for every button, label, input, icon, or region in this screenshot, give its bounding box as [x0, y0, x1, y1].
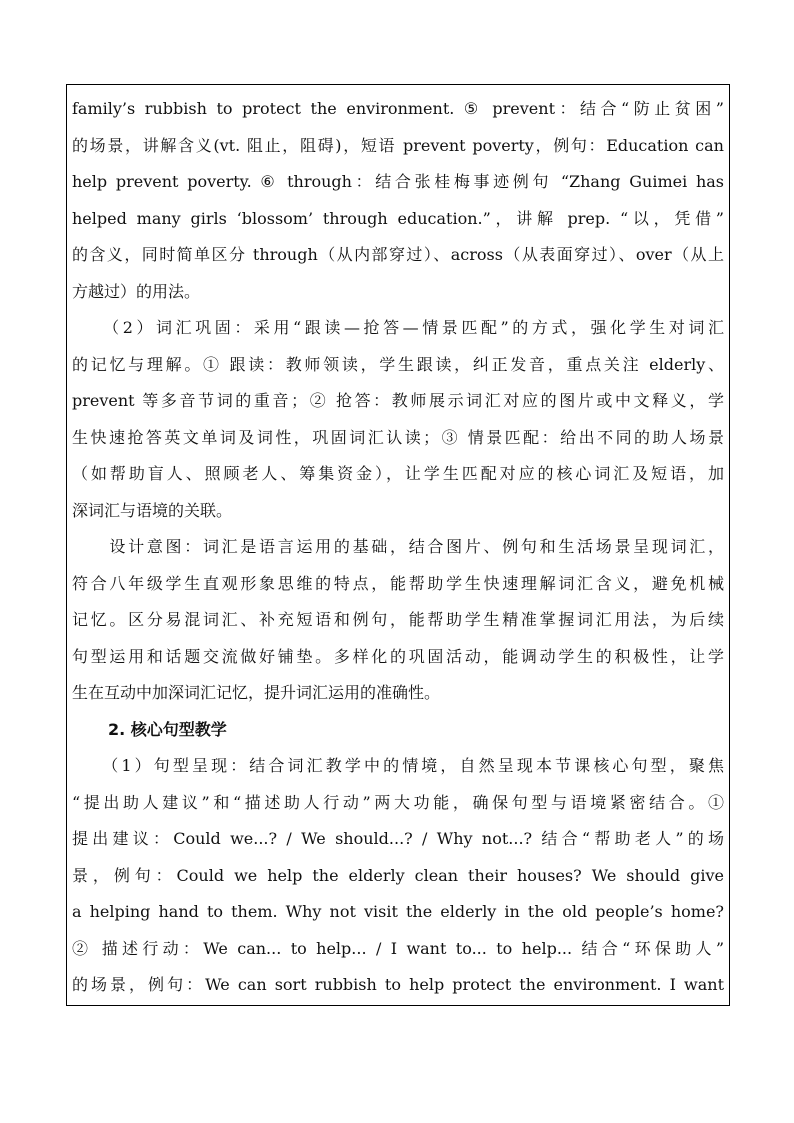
text-line: 生在互动中加深词汇记忆，提升词汇运用的准确性。 — [72, 683, 441, 702]
text-line: helped many girls ‘blossom’ through education.”，讲解 prep. “以，凭借” — [72, 208, 724, 228]
section-heading: 2. 核心句型教学 — [108, 719, 227, 739]
text-line: 的含义，同时简单区分 through（从内部穿过）、across（从表面穿过）、over（从上 — [72, 245, 724, 264]
text-line: help prevent poverty. ⑥ through：结合张桂梅事迹例句 “Zhang Guimei has — [72, 172, 724, 191]
text-line: 的场景，例句：We can sort rubbish to help protect the environment. I want — [72, 975, 724, 994]
text-line: “提出助人建议”和“描述助人行动”两大功能，确保句型与语境紧密结合。① — [72, 792, 724, 812]
text-line: 句型运用和话题交流做好铺垫。多样化的巩固活动，能调动学生的积极性，让学 — [72, 646, 724, 666]
text-line: 设计意图：词汇是语言运用的基础，结合图片、例句和生活场景呈现词汇， — [72, 537, 724, 556]
text-line: 提出建议：Could we...? / We should...? / Why not...? 结合“帮助老人”的场 — [72, 829, 724, 848]
text-line: 深词汇与语境的关联。 — [72, 500, 233, 520]
text-line: prevent 等多音节词的重音；② 抢答：教师展示词汇对应的图片或中文释义，学 — [72, 391, 724, 410]
text-line: 生快速抢答英文单词及词性，巩固词汇认读；③ 情景匹配：给出不同的助人场景 — [72, 427, 724, 447]
lesson-plan-text — [72, 91, 724, 1004]
text-line: ② 描述行动：We can... to help... / I want to... to help... 结合“环保助人” — [72, 938, 724, 958]
text-line: 符合八年级学生直观形象思维的特点，能帮助学生快速理解词汇含义，避免机械 — [72, 573, 724, 593]
text-line: 景，例句：Could we help the elderly clean their houses? We should give — [72, 865, 724, 885]
text-line: family’s rubbish to protect the environment. ⑤ prevent：结合“防止贫困” — [72, 99, 724, 118]
text-line: （如帮助盲人、照顾老人、筹集资金），让学生匹配对应的核心词汇及短语，加 — [72, 464, 724, 483]
text-line: 的记忆与理解。① 跟读：教师领读，学生跟读，纠正发音，重点关注 elderly、 — [72, 354, 724, 374]
text-line: 记忆。区分易混词汇、补充短语和例句，能帮助学生精准掌握词汇用法，为后续 — [72, 610, 724, 629]
text-line: 方越过）的用法。 — [72, 281, 201, 301]
text-line: a helping hand to them. Why not visit the elderly in the old people’s home? — [72, 902, 724, 921]
text-line: （1）句型呈现：结合词汇教学中的情境，自然呈现本节课核心句型，聚焦 — [72, 756, 724, 775]
text-line: （2）词汇巩固：采用“跟读—抢答—情景匹配”的方式，强化学生对词汇 — [72, 318, 724, 337]
text-line: 的场景，讲解含义(vt. 阻止，阻碍)，短语 prevent poverty，例句：Education can — [72, 135, 724, 155]
